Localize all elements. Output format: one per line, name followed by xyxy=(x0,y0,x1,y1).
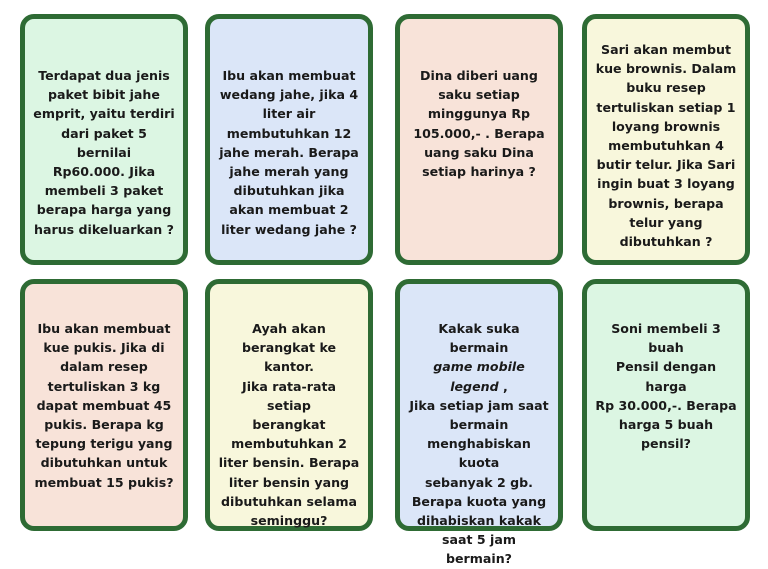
card-wedang-jahe xyxy=(205,14,373,265)
card-paket-bibit-jahe xyxy=(20,14,188,265)
card-harga-pensil xyxy=(582,279,750,531)
card-text-part: Kakak suka bermain xyxy=(438,321,520,356)
card-text: Dina diberi uang saku setiap minggunya Rp 105.000,- . Berapa uang saku Dina setiap harinya ? xyxy=(413,68,545,180)
card-text: Ibu akan membuat kue pukis. Jika di dalam resep tertuliskan 3 kg dapat membuat 45 pukis. Berapa kg tepung terigu yang dibutuhkan untuk membuat 15 pukis? xyxy=(34,321,174,490)
card-text: Terdapat dua jenis paket bibit jahe emprit, yaitu terdiri dari paket 5 bernilai Rp60.000. Jika membeli 3 paket berapa harga yang harus dikeluarkan ? xyxy=(33,68,175,237)
card-kue-brownis xyxy=(582,14,750,265)
card-text: Ibu akan membuat wedang jahe, jika 4 liter air membutuhkan 12 jahe merah. Berapa jahe merah yang dibutuhkan jika akan membuat 2 liter wedang jahe ? xyxy=(219,68,359,237)
card-text-italic: game mobile legend xyxy=(433,359,525,394)
card-text: Ayah akan berangkat ke kantor. Jika rata-rata setiap berangkat membutuhkan 2 liter bensin. Berapa liter bensin yang dibutuhkan selama seminggu? xyxy=(218,321,360,529)
card-text xyxy=(408,319,550,567)
card-kue-pukis xyxy=(20,279,188,531)
card-text: Sari akan membut kue brownis. Dalam buku resep tertuliskan setiap 1 loyang brownis membutuhkan 4 butir telur. Jika Sari ingin buat 3 loyang brownis, berapa telur yang dibutuhkan ? xyxy=(595,42,737,250)
card-bensin-ayah xyxy=(205,279,373,531)
card-text: Soni membeli 3 buah Pensil dengan harga Rp 30.000,-. Berapa harga 5 buah pensil? xyxy=(595,321,737,452)
card-uang-saku-dina xyxy=(395,14,563,265)
card-kuota-kakak xyxy=(395,279,563,567)
card-text-part: , Jika setiap jam saat bermain menghabiskan kuota sebanyak 2 gb. Berapa kuota yang dihabiskan kakak saat 5 jam bermain? xyxy=(409,378,549,567)
